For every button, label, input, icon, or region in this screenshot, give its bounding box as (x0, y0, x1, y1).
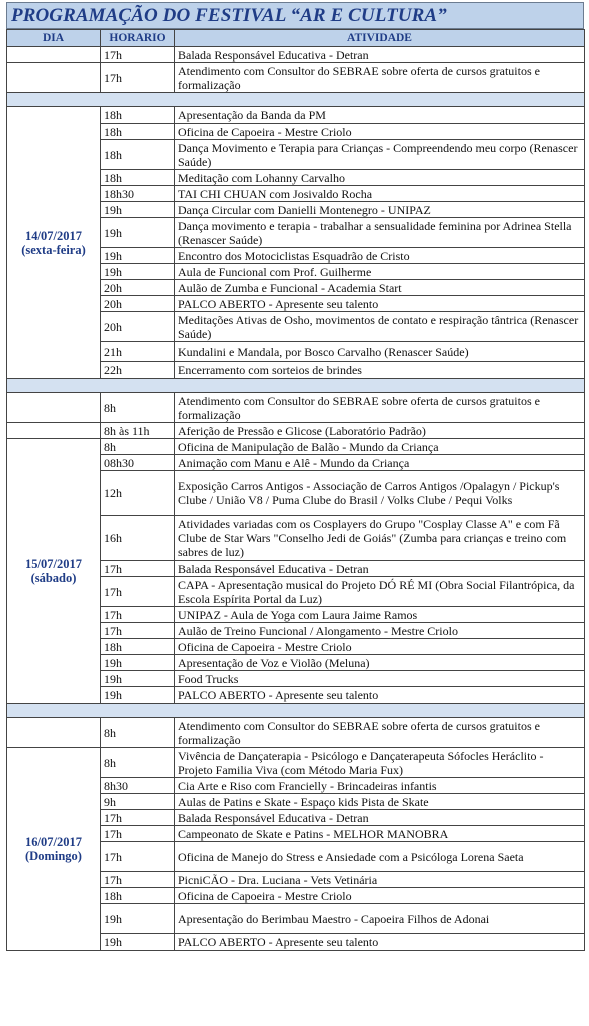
activity-cell: Apresentação da Banda da PM (175, 107, 585, 124)
table-row (7, 423, 585, 439)
activity-cell: Encontro dos Motociclistas Esquadrão de Cristo (175, 248, 585, 264)
day-date: 16/07/2017 (25, 835, 82, 849)
day-cell-empty (7, 63, 101, 93)
activity-cell: Exposição Carros Antigos - Associação de Carros Antigos /Opalagyn / Pickup's Clube / União V8 / Puma Clube do Brasil / Volks Clube / Pequi Volks (175, 471, 585, 516)
activity-cell: Balada Responsável Educativa - Detran (175, 561, 585, 577)
activity-cell: Oficina de Manipulação de Balão - Mundo da Criança (175, 439, 585, 455)
time-cell: 9h (101, 794, 175, 810)
time-cell: 18h30 (101, 186, 175, 202)
time-cell: 17h (101, 607, 175, 623)
activity-cell: Dança movimento e terapia - trabalhar a sensualidade feminina por Adrinea Stella (Renascer Saúde) (175, 218, 585, 248)
activity-cell: Aulão de Treino Funcional / Alongamento - Mestre Criolo (175, 623, 585, 639)
activity-cell: Oficina de Manejo do Stress e Ansiedade com a Psicóloga Lorena Saeta (175, 842, 585, 872)
time-cell: 19h (101, 687, 175, 704)
time-cell: 19h (101, 671, 175, 687)
activity-cell: Oficina de Capoeira - Mestre Criolo (175, 124, 585, 140)
time-cell: 17h (101, 826, 175, 842)
time-cell: 17h (101, 842, 175, 872)
time-cell: 19h (101, 655, 175, 671)
time-cell: 17h (101, 47, 175, 63)
time-cell: 08h30 (101, 455, 175, 471)
header-day: DIA (7, 30, 101, 47)
table-row (7, 107, 585, 124)
time-cell: 18h (101, 124, 175, 140)
day-cell-empty (7, 423, 101, 439)
day-separator-row (7, 93, 585, 107)
time-cell: 19h (101, 202, 175, 218)
day-cell-empty (7, 47, 101, 63)
time-cell: 21h (101, 342, 175, 362)
day-weekday: (sábado) (30, 571, 77, 585)
schedule-table (6, 29, 585, 951)
time-cell: 20h (101, 296, 175, 312)
time-cell: 16h (101, 516, 175, 561)
activity-cell: Animação com Manu e Alê - Mundo da Criança (175, 455, 585, 471)
time-cell: 20h (101, 312, 175, 342)
day-cell (7, 439, 101, 704)
time-cell: 17h (101, 63, 175, 93)
table-row (7, 439, 585, 455)
activity-cell: Encerramento com sorteios de brindes (175, 362, 585, 379)
activity-cell: Dança Movimento e Terapia para Crianças - Compreendendo meu corpo (Renascer Saúde) (175, 140, 585, 170)
page-title: PROGRAMAÇÃO DO FESTIVAL “AR E CULTURA” (11, 4, 447, 26)
time-cell: 18h (101, 170, 175, 186)
activity-cell: PALCO ABERTO - Apresente seu talento (175, 934, 585, 951)
activity-cell: Aulas de Patins e Skate - Espaço kids Pista de Skate (175, 794, 585, 810)
activity-cell: PALCO ABERTO - Apresente seu talento (175, 687, 585, 704)
day-date: 14/07/2017 (25, 228, 82, 243)
activity-cell: Apresentação do Berimbau Maestro - Capoeira Filhos de Adonai (175, 904, 585, 934)
activity-cell: Campeonato de Skate e Patins - MELHOR MANOBRA (175, 826, 585, 842)
day-cell (7, 107, 101, 379)
table-row (7, 718, 585, 748)
activity-cell: Atendimento com Consultor do SEBRAE sobre oferta de cursos gratuitos e formalização (175, 63, 585, 93)
day-weekday: (sexta-feira) (21, 242, 86, 257)
activity-cell: Aferição de Pressão e Glicose (Laboratório Padrão) (175, 423, 585, 439)
activity-cell: Apresentação de Voz e Violão (Meluna) (175, 655, 585, 671)
time-cell: 18h (101, 140, 175, 170)
activity-cell: Vivência de Dançaterapia - Psicólogo e Dançaterapeuta Sófocles Heráclito - Projeto Familia Viva (com Método Maria Fux) (175, 748, 585, 778)
time-cell: 20h (101, 280, 175, 296)
activity-cell: Atendimento com Consultor do SEBRAE sobre oferta de cursos gratuitos e formalização (175, 718, 585, 748)
activity-cell: Food Trucks (175, 671, 585, 687)
time-cell: 12h (101, 471, 175, 516)
time-cell: 19h (101, 934, 175, 951)
time-cell: 18h (101, 639, 175, 655)
time-cell: 17h (101, 623, 175, 639)
time-cell: 17h (101, 872, 175, 888)
day-date: 15/07/2017 (25, 557, 82, 571)
time-cell: 18h (101, 107, 175, 124)
time-cell: 19h (101, 904, 175, 934)
schedule-body (7, 47, 585, 951)
activity-cell: Atendimento com Consultor do SEBRAE sobre oferta de cursos gratuitos e formalização (175, 393, 585, 423)
activity-cell: Meditação com Lohanny Carvalho (175, 170, 585, 186)
time-cell: 8h30 (101, 778, 175, 794)
day-separator (7, 93, 585, 107)
activity-cell: Meditações Ativas de Osho, movimentos de contato e respiração tântrica (Renascer Saúde) (175, 312, 585, 342)
activity-cell: TAI CHI CHUAN com Josivaldo Rocha (175, 186, 585, 202)
activity-cell: Aulão de Zumba e Funcional - Academia Start (175, 280, 585, 296)
activity-cell: Cia Arte e Riso com Francielly - Brincadeiras infantis (175, 778, 585, 794)
schedule-sheet (6, 2, 584, 951)
header-activity: ATIVIDADE (175, 30, 585, 47)
activity-cell: Kundalini e Mandala, por Bosco Carvalho (Renascer Saúde) (175, 342, 585, 362)
title-bar (6, 2, 584, 29)
day-separator-row (7, 379, 585, 393)
activity-cell: UNIPAZ - Aula de Yoga com Laura Jaime Ramos (175, 607, 585, 623)
time-cell: 17h (101, 561, 175, 577)
day-cell (7, 748, 101, 951)
activity-cell: Balada Responsável Educativa - Detran (175, 47, 585, 63)
activity-cell: Oficina de Capoeira - Mestre Criolo (175, 639, 585, 655)
table-row (7, 748, 585, 778)
time-cell: 19h (101, 264, 175, 280)
day-cell-empty (7, 393, 101, 423)
time-cell: 17h (101, 810, 175, 826)
time-cell: 22h (101, 362, 175, 379)
day-separator-row (7, 704, 585, 718)
activity-cell: PALCO ABERTO - Apresente seu talento (175, 296, 585, 312)
table-row (7, 63, 585, 93)
time-cell: 19h (101, 248, 175, 264)
table-row (7, 47, 585, 63)
header-row (7, 30, 585, 47)
time-cell: 8h (101, 748, 175, 778)
activity-cell: Oficina de Capoeira - Mestre Criolo (175, 888, 585, 904)
time-cell: 17h (101, 577, 175, 607)
activity-cell: Atividades variadas com os Cosplayers do Grupo "Cosplay Classe A" e com Fã Clube de Star Wars "Conselho Jedi de Goiás" (Zumba para crianças e treino com sabres de luz) (175, 516, 585, 561)
time-cell: 8h (101, 718, 175, 748)
header-time: HORARIO (101, 30, 175, 47)
activity-cell: PicniCÃO - Dra. Luciana - Vets Vetinária (175, 872, 585, 888)
table-row (7, 393, 585, 423)
activity-cell: Dança Circular com Danielli Montenegro - UNIPAZ (175, 202, 585, 218)
day-separator (7, 704, 585, 718)
time-cell: 8h (101, 393, 175, 423)
time-cell: 18h (101, 888, 175, 904)
time-cell: 8h às 11h (101, 423, 175, 439)
activity-cell: CAPA - Apresentação musical do Projeto DÓ RÉ MI (Obra Social Filantrópica, da Escola Espírita Portal da Luz) (175, 577, 585, 607)
day-separator (7, 379, 585, 393)
day-cell-empty (7, 718, 101, 748)
activity-cell: Balada Responsável Educativa - Detran (175, 810, 585, 826)
time-cell: 8h (101, 439, 175, 455)
time-cell: 19h (101, 218, 175, 248)
day-weekday: (Domingo) (25, 849, 82, 863)
activity-cell: Aula de Funcional com Prof. Guilherme (175, 264, 585, 280)
